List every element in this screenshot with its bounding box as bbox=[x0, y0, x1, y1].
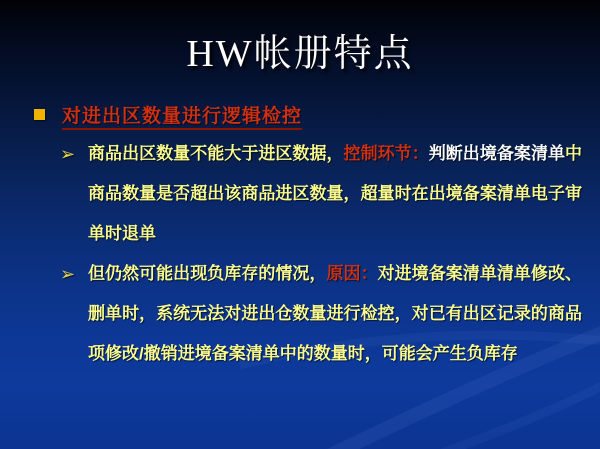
text-segment: 商品出区数量不能大于进区数据， bbox=[88, 144, 344, 163]
arrow-bullet-icon: ➢ bbox=[60, 144, 76, 164]
arrow-bullet-icon: ➢ bbox=[60, 264, 76, 284]
text-segment-highlight: 原因： bbox=[326, 264, 378, 283]
text-segment: 对进境备案清单清单修改、删单时，系统无法对进出仓数量进行检控，对已有出区记录的商品项修改/撤销进境备案清单中的数量时，可能会产生负库存 bbox=[88, 264, 583, 363]
slide-title: HW帐册特点 bbox=[186, 33, 414, 75]
text-segment-highlight: 控制环节： bbox=[343, 144, 429, 163]
heading-text: 对进出区数量进行逻辑检控 bbox=[62, 106, 302, 130]
bullet-item-heading bbox=[34, 101, 302, 128]
text-segment: 中商品数量是否超出该商品进区数量，超量时在出境备案清单电子审单时退单 bbox=[88, 144, 583, 243]
sub-bullet-2 bbox=[60, 254, 582, 374]
square-bullet-icon bbox=[34, 109, 45, 120]
text-segment: 但仍然可能出现负库存的情况， bbox=[88, 264, 327, 283]
text-segment: 判断出境备案清单 bbox=[428, 144, 566, 163]
sub-bullet-1 bbox=[60, 134, 582, 254]
